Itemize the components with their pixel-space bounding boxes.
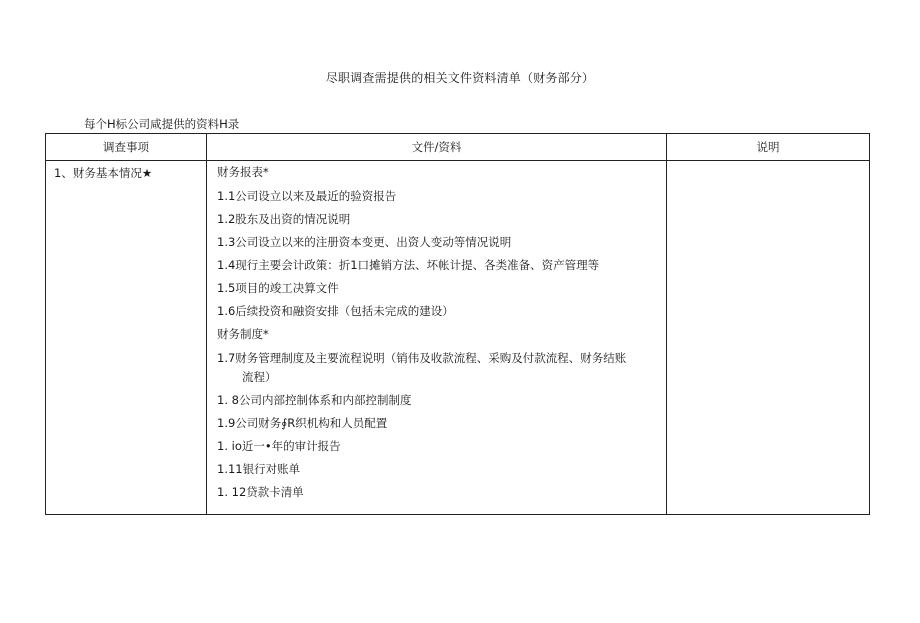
document-item-1-2: 1.2股东及出资的情况说明	[217, 212, 351, 226]
document-item-1-4: 1.4现行主要会计政策：折1口摊销方法、坏帐计提、各类准备、资产管理等	[217, 258, 600, 272]
document-item-1-11: 1.11银行对账单	[217, 462, 301, 476]
topic-text: 1、财务基本情况★	[54, 166, 153, 180]
document-item-1-1: 1.1公司设立以来及最近的验资报告	[217, 189, 397, 203]
section-heading-financial-policies: 财务制度*	[217, 327, 269, 341]
document-item-1-7-text: 1.7财务管理制度及主要流程说明（销伟及收款流程、采购及付款流程、财务结账	[217, 351, 627, 365]
document-item-1-9: 1.9公司财务∮R织机构和人员配置	[217, 416, 388, 430]
document-item-1-7-continuation: 流程）	[242, 370, 277, 384]
document-item-1-5: 1.5项目的竣工决算文件	[217, 281, 339, 295]
document-item-1-7	[217, 351, 656, 384]
documents-cell	[207, 161, 667, 515]
document-title: 尽职调查需提供的相关文件资料清单（财务部分）	[325, 71, 595, 85]
table-row	[46, 161, 870, 515]
column-header-topic: 调查事项	[46, 134, 207, 161]
column-header-notes: 说明	[667, 134, 870, 161]
document-item-1-12: 1. 12贷款卡清单	[217, 485, 304, 499]
document-item-1-8: 1. 8公司内部控制体系和内部控制制度	[217, 393, 412, 407]
table-header-row	[46, 134, 870, 161]
document-item-1-3: 1.3公司设立以来的注册资本变更、出资人变动等情况说明	[217, 235, 512, 249]
column-header-documents: 文件/资料	[207, 134, 667, 161]
section-heading-financial-statements: 财务报表*	[217, 165, 269, 179]
document-subtitle: 每个H标公司咸提供的资料H录	[84, 117, 240, 131]
due-diligence-table	[45, 133, 870, 515]
topic-cell	[46, 161, 207, 515]
document-item-1-10: 1. io近一•年的审计报告	[217, 439, 341, 453]
document-item-1-6: 1.6后续投资和融资安排（包括未完成的建设）	[217, 304, 454, 318]
notes-cell	[667, 161, 870, 515]
